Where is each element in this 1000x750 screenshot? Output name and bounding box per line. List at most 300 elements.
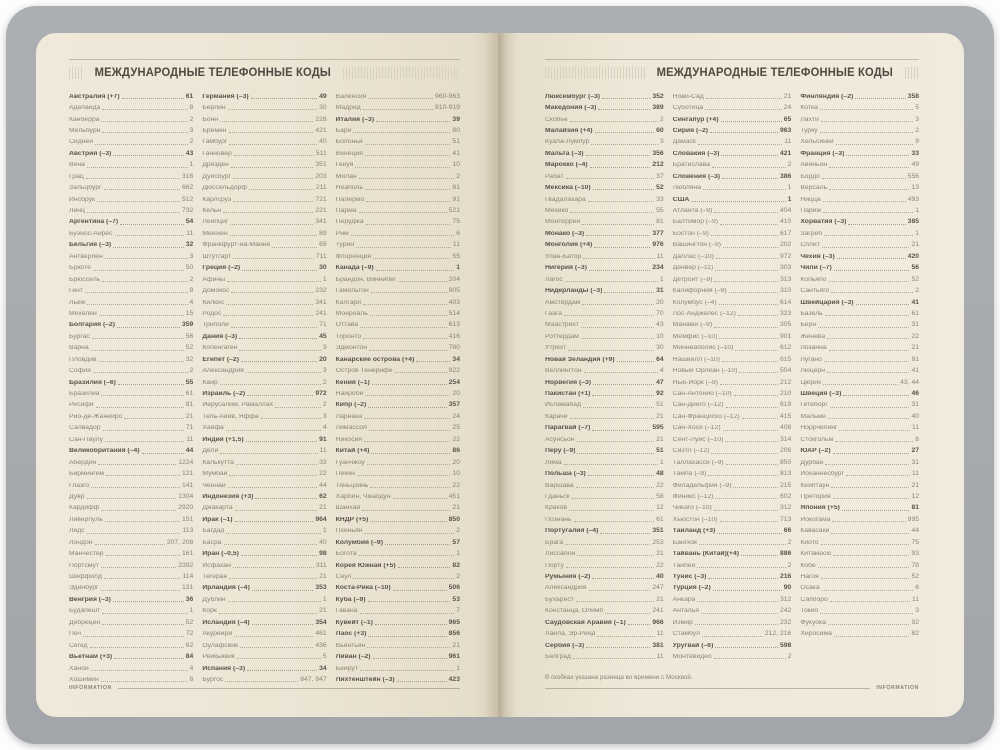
- country-code-entry: [673, 146, 792, 157]
- entry-code: 354: [315, 618, 327, 626]
- entry-name: Оттава: [335, 322, 359, 329]
- entry-name: Словакия (–3): [672, 150, 720, 157]
- entry-name: Калькутта: [202, 459, 234, 466]
- city-code-entry: [800, 364, 919, 375]
- city-code-entry: [673, 627, 792, 638]
- dot-leader: [85, 292, 188, 293]
- dot-leader: [242, 270, 317, 271]
- dot-leader: [831, 487, 909, 488]
- entry-code: 254: [448, 378, 460, 386]
- entry-name: Денвер (–11): [672, 265, 714, 272]
- entry-name: Канберра: [69, 116, 100, 123]
- entry-code: 36: [185, 595, 194, 603]
- entry-code: 1: [659, 275, 664, 283]
- city-code-entry: [673, 501, 792, 512]
- city-code-entry: [336, 238, 460, 249]
- entry-name: Турция (–2): [672, 585, 711, 592]
- city-code-entry: [673, 295, 792, 306]
- entry-name: Маастрихт: [545, 322, 579, 329]
- entry-code: 341: [315, 218, 327, 226]
- header-ornament-right: [905, 67, 919, 79]
- entry-code: 58: [656, 492, 664, 500]
- dot-leader: [581, 338, 654, 339]
- dot-leader: [113, 601, 184, 602]
- dot-leader: [593, 189, 654, 190]
- dot-leader: [97, 201, 180, 202]
- dot-leader: [577, 441, 655, 442]
- city-code-entry: [673, 398, 792, 409]
- entry-name: Гаага: [545, 310, 562, 317]
- country-code-entry: [673, 569, 792, 580]
- dot-leader: [228, 487, 317, 488]
- city-code-entry: [673, 272, 792, 283]
- dot-leader: [591, 144, 658, 145]
- entry-code: 614: [780, 298, 792, 306]
- entry-code: 1: [456, 550, 460, 558]
- entry-name: Хорватия (–3): [800, 219, 847, 226]
- entry-code: 81: [911, 504, 920, 512]
- entry-name: Печ: [69, 631, 81, 638]
- entry-name: Ирландия (–4): [202, 585, 250, 592]
- city-code-entry: [202, 249, 326, 260]
- city-code-entry: [336, 432, 460, 443]
- entry-name: Берлин: [202, 105, 226, 112]
- dot-leader: [230, 235, 317, 236]
- city-code-entry: [800, 100, 919, 111]
- entry-code: 242: [780, 607, 792, 615]
- city-code-entry: [673, 318, 792, 329]
- entry-name: Иокогама: [800, 516, 831, 523]
- entry-name: Мальме: [800, 413, 826, 420]
- entry-name: Тунис (–3): [672, 574, 707, 581]
- dot-leader: [233, 201, 313, 202]
- city-code-entry: [545, 135, 664, 146]
- dot-leader: [370, 521, 446, 522]
- city-code-entry: [202, 203, 326, 214]
- dot-leader: [368, 98, 433, 99]
- dot-leader: [831, 292, 913, 293]
- dot-leader: [240, 647, 313, 648]
- dot-leader: [366, 201, 450, 202]
- dot-leader: [397, 681, 447, 682]
- city-code-entry: [202, 100, 326, 111]
- dot-leader: [738, 315, 778, 316]
- city-code-entry: [336, 638, 460, 649]
- dot-leader: [365, 144, 451, 145]
- entry-code: 602: [780, 492, 792, 500]
- city-code-entry: [545, 592, 664, 603]
- entry-code: 416: [448, 332, 460, 340]
- city-code-entry: [202, 672, 326, 683]
- entry-code: 1: [322, 595, 327, 603]
- entry-code: 514: [448, 309, 460, 317]
- entry-name: Хошимин: [69, 676, 99, 683]
- entry-code: 21: [185, 412, 194, 420]
- entry-code: 404: [780, 207, 792, 215]
- dot-leader: [823, 201, 906, 202]
- entry-name: Акурейри: [202, 631, 233, 638]
- dot-leader: [114, 658, 184, 659]
- entry-code: 420: [907, 252, 920, 260]
- entry-name: Париж: [800, 208, 822, 215]
- city-code-entry: [202, 592, 326, 603]
- entry-name: Претория: [800, 493, 831, 500]
- entry-name: Богота: [335, 551, 357, 558]
- dot-leader: [824, 235, 913, 236]
- entry-code: 52: [185, 618, 194, 626]
- city-code-entry: [800, 615, 919, 626]
- entry-name: Детройт (–9): [672, 276, 713, 283]
- country-code-entry: [545, 352, 664, 363]
- dot-leader: [231, 327, 317, 328]
- entry-code: 9: [915, 138, 920, 146]
- entry-name: Австралия (+7): [69, 93, 120, 100]
- entry-code: 4: [189, 664, 194, 672]
- dot-leader: [237, 658, 321, 659]
- city-code-entry: [202, 318, 326, 329]
- dot-leader: [697, 601, 778, 602]
- entry-code: 81: [656, 218, 664, 226]
- city-code-entry: [69, 535, 193, 546]
- entry-code: 141: [181, 481, 194, 489]
- country-code-entry: [336, 627, 460, 638]
- entry-name: Монголия (+4): [545, 242, 593, 249]
- country-code-entry: [336, 649, 460, 660]
- city-code-entry: [202, 169, 326, 180]
- entry-name: Флоренция: [335, 253, 372, 260]
- city-code-entry: [69, 112, 193, 123]
- dot-leader: [235, 521, 314, 522]
- dot-leader: [828, 418, 910, 419]
- dot-leader: [360, 670, 454, 671]
- entry-code: 62: [185, 641, 194, 649]
- entry-code: 11: [911, 595, 920, 603]
- entry-name: Ирак (–1): [202, 516, 233, 523]
- city-code-entry: [336, 295, 460, 306]
- dot-leader: [733, 487, 778, 488]
- entry-name: Бремен: [202, 127, 227, 134]
- city-code-entry: [673, 215, 792, 226]
- dot-leader: [246, 441, 317, 442]
- entry-code: 2: [456, 573, 460, 581]
- entry-name: Сегед: [69, 642, 88, 649]
- entry-code: 207, 208: [166, 538, 194, 546]
- dot-leader: [233, 258, 314, 259]
- city-code-entry: [202, 238, 326, 249]
- entry-code: 1: [787, 195, 792, 203]
- country-code-entry: [69, 238, 193, 249]
- entry-code: 389: [652, 104, 664, 112]
- entry-code: 421: [780, 149, 792, 157]
- entry-code: 713: [780, 515, 792, 523]
- entry-name: Родос: [202, 310, 222, 317]
- entry-name: Лима: [545, 459, 562, 466]
- city-code-entry: [69, 478, 193, 489]
- entry-name: Хельсинки: [800, 139, 834, 146]
- dot-leader: [398, 567, 451, 568]
- entry-name: Дания (–3): [202, 333, 238, 340]
- entry-code: 49: [319, 92, 327, 100]
- entry-code: 451: [448, 492, 460, 500]
- entry-name: Джакарта: [202, 505, 233, 512]
- dot-leader: [369, 350, 447, 351]
- dot-leader: [570, 121, 658, 122]
- entry-name: Мадрид: [335, 105, 361, 112]
- city-code-entry: [69, 341, 193, 352]
- dot-leader: [101, 510, 176, 511]
- entry-code: 901: [780, 332, 792, 340]
- entry-name: Перуджа: [335, 219, 364, 226]
- entry-code: 54: [185, 218, 194, 226]
- dot-leader: [395, 372, 447, 373]
- entry-code: 351: [652, 527, 664, 535]
- dot-leader: [820, 132, 914, 133]
- entry-code: 556: [907, 172, 920, 180]
- entry-code: 1224: [178, 458, 194, 466]
- dot-leader: [373, 258, 450, 259]
- city-code-entry: [202, 215, 326, 226]
- entry-name: США: [672, 196, 690, 203]
- entry-name: Мексика (–10): [545, 185, 591, 192]
- dot-leader: [223, 212, 313, 213]
- entry-name: Сантьяго: [800, 288, 830, 295]
- country-code-entry: [545, 444, 664, 455]
- entry-code: 64: [656, 355, 664, 363]
- city-code-entry: [69, 455, 193, 466]
- dot-leader: [360, 327, 446, 328]
- dot-leader: [586, 235, 650, 236]
- entry-name: Бразилия (–6): [69, 379, 116, 386]
- entry-code: 856: [448, 630, 460, 638]
- entry-code: 212: [780, 378, 792, 386]
- entry-name: Суботица: [672, 105, 704, 112]
- dot-leader: [142, 453, 184, 454]
- dot-leader: [366, 224, 451, 225]
- dot-leader: [846, 475, 910, 476]
- entry-name: Кобе: [800, 562, 816, 569]
- dot-leader: [229, 578, 317, 579]
- entry-name: Кейптаун: [800, 482, 830, 489]
- entry-name: Новая Зеландия (+9): [545, 356, 615, 363]
- entry-code: 11: [452, 241, 460, 249]
- city-code-entry: [69, 306, 193, 317]
- entry-name: Израиль (–2): [202, 391, 246, 398]
- entry-code: 436: [315, 641, 327, 649]
- dot-leader: [721, 121, 782, 122]
- entry-code: 1: [322, 275, 327, 283]
- dot-leader: [416, 361, 450, 362]
- dot-leader: [87, 498, 177, 499]
- entry-name: Бостон (–9): [672, 230, 709, 237]
- entry-code: 34: [319, 664, 327, 672]
- entry-code: 6: [456, 229, 460, 237]
- country-code-entry: [800, 249, 919, 260]
- city-code-entry: [673, 238, 792, 249]
- entry-name: Багдад: [202, 528, 225, 535]
- entry-code: 51: [656, 447, 664, 455]
- entry-code: 995: [907, 515, 920, 523]
- dot-leader: [726, 407, 779, 408]
- entry-name: Чехия (–3): [800, 253, 835, 260]
- city-code-entry: [800, 627, 919, 638]
- country-code-entry: [673, 547, 792, 558]
- dot-leader: [359, 178, 455, 179]
- dot-leader: [235, 510, 317, 511]
- city-code-entry: [202, 649, 326, 660]
- codes-column-1: [69, 89, 193, 684]
- city-code-entry: [69, 569, 193, 580]
- entry-name: Вашингтон (–9): [672, 242, 722, 249]
- codes-column-3: [336, 89, 460, 684]
- entry-code: 51: [452, 138, 460, 146]
- dot-leader: [363, 109, 433, 110]
- city-code-entry: [673, 592, 792, 603]
- entry-code: 40: [319, 138, 327, 146]
- dot-leader: [122, 98, 184, 99]
- entry-name: Сербия (–3): [545, 642, 585, 649]
- entry-code: 82: [452, 561, 460, 569]
- city-code-entry: [69, 181, 193, 192]
- city-code-entry: [336, 100, 460, 111]
- dot-leader: [115, 235, 185, 236]
- entry-name: Ганновер: [202, 150, 232, 157]
- city-code-entry: [202, 123, 326, 134]
- dot-leader: [722, 361, 778, 362]
- entry-code: 211: [315, 184, 327, 192]
- country-code-entry: [545, 615, 664, 626]
- entry-name: Киото: [800, 539, 819, 546]
- country-code-entry: [545, 524, 664, 535]
- city-code-entry: [202, 478, 326, 489]
- country-code-entry: [545, 569, 664, 580]
- entry-code: 506: [448, 584, 460, 592]
- entry-code: 113: [182, 527, 194, 535]
- entry-name: Бирмингем: [69, 471, 105, 478]
- entry-name: Македония (–3): [545, 105, 597, 112]
- country-code-entry: [673, 112, 792, 123]
- entry-code: 381: [652, 641, 664, 649]
- timezone-footnote: В скобках указана разница во времени с Москвой.: [545, 674, 693, 681]
- entry-code: 403: [448, 298, 460, 306]
- entry-code: 21: [452, 504, 460, 512]
- city-code-entry: [800, 318, 919, 329]
- dot-leader: [570, 212, 654, 213]
- dot-leader: [356, 247, 451, 248]
- city-code-entry: [336, 524, 460, 535]
- dot-leader: [837, 258, 906, 259]
- entry-code: 357: [448, 401, 460, 409]
- entry-code: 410: [780, 218, 792, 226]
- city-code-entry: [336, 306, 460, 317]
- dot-leader: [721, 155, 778, 156]
- city-code-entry: [202, 524, 326, 535]
- entry-name: Кардифф: [69, 505, 100, 512]
- entry-name: Котка: [800, 105, 818, 112]
- entry-name: Сингапур (+4): [672, 116, 719, 123]
- entry-name: Турку: [800, 127, 818, 134]
- city-code-entry: [800, 604, 919, 615]
- entry-code: 71: [185, 424, 194, 432]
- entry-name: Инсбрук: [69, 196, 96, 203]
- dot-leader: [101, 121, 187, 122]
- entry-code: 44: [911, 527, 920, 535]
- entry-name: Калгари: [335, 299, 362, 306]
- city-code-entry: [545, 558, 664, 569]
- city-code-entry: [69, 123, 193, 134]
- city-code-entry: [69, 547, 193, 558]
- entry-name: Болонья: [335, 139, 363, 146]
- dot-leader: [723, 247, 778, 248]
- entry-code: 32: [185, 355, 194, 363]
- entry-code: 47: [656, 378, 664, 386]
- city-code-entry: [545, 409, 664, 420]
- city-code-entry: [69, 409, 193, 420]
- entry-name: Осака: [800, 585, 820, 592]
- entry-code: 33: [656, 195, 664, 203]
- entry-code: 1: [456, 664, 460, 672]
- entry-name: Исфахан: [202, 562, 231, 569]
- entry-name: КНДР (+5): [335, 516, 369, 523]
- city-code-entry: [800, 181, 919, 192]
- city-code-entry: [800, 398, 919, 409]
- entry-code: 385: [907, 218, 920, 226]
- entry-name: Кения (–1): [335, 379, 370, 386]
- dot-leader: [359, 212, 447, 213]
- dot-leader: [833, 498, 910, 499]
- entry-name: Линц: [69, 208, 85, 215]
- country-code-entry: [336, 592, 460, 603]
- entry-code: 910-919: [435, 104, 460, 112]
- country-code-entry: [202, 512, 326, 523]
- country-code-entry: [202, 89, 326, 100]
- entry-code: 305: [780, 321, 792, 329]
- city-code-entry: [336, 226, 460, 237]
- entry-code: 75: [911, 538, 920, 546]
- dot-leader: [365, 155, 451, 156]
- entry-name: Турин: [335, 242, 355, 249]
- city-code-entry: [336, 604, 460, 615]
- entry-name: Бельгия (–3): [69, 242, 112, 249]
- entry-name: Ханой: [69, 665, 89, 672]
- entry-name: Таиланд (+3): [672, 528, 716, 535]
- city-code-entry: [336, 386, 460, 397]
- dot-leader: [368, 407, 446, 408]
- dot-leader: [715, 498, 778, 499]
- entry-name: Братислава: [672, 162, 710, 169]
- city-code-entry: [69, 272, 193, 283]
- entry-name: Манчестер: [69, 551, 104, 558]
- entry-name: Бордо: [800, 173, 820, 180]
- dot-leader: [105, 521, 180, 522]
- entry-name: Китакюсю: [800, 551, 832, 558]
- entry-code: 423: [448, 675, 460, 683]
- dot-leader: [95, 144, 188, 145]
- dot-leader: [226, 430, 321, 431]
- dot-leader: [581, 327, 654, 328]
- country-code-entry: [336, 558, 460, 569]
- entry-name: Лахти: [800, 116, 819, 123]
- entry-code: 33: [319, 458, 327, 466]
- dot-leader: [87, 167, 188, 168]
- entry-code: 11: [911, 470, 920, 478]
- dot-leader: [372, 384, 447, 385]
- dot-leader: [376, 121, 450, 122]
- city-code-entry: [202, 112, 326, 123]
- dot-leader: [576, 487, 654, 488]
- country-code-entry: [69, 89, 193, 100]
- dot-leader: [368, 636, 446, 637]
- entry-name: Кавасаки: [800, 528, 830, 535]
